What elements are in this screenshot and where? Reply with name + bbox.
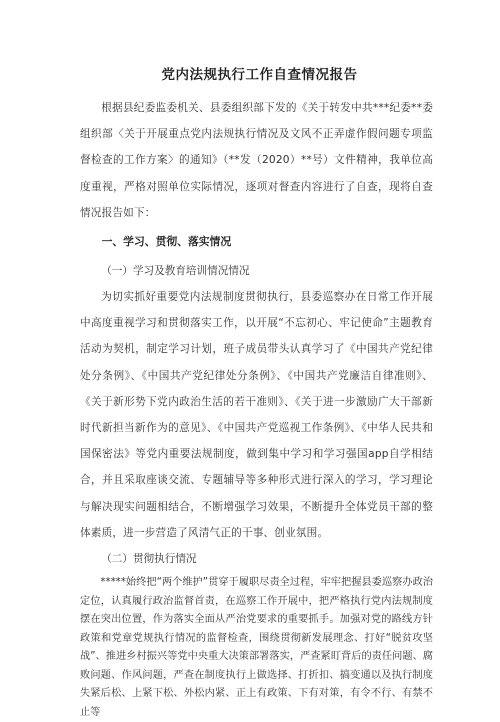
subsection-heading-1: （一）学习及教育培训情况情况 bbox=[101, 265, 250, 278]
section-heading-1: 一、学习、贯彻、落实情况 bbox=[101, 235, 232, 249]
intro-paragraph: 根据县纪委监委机关、县委组织部下发的《关于转发中共***纪委**委组织部〈关于开展重点党内法规执行情况及文风不正弄虚作假问题专项监督检查的工作方案〉的通知》（**发（2020）**号）文件精神，我单位高度重视，严格对照单位实际情况，逐项对督查内容进行了自查，现将自查情况报告如下： bbox=[80, 102, 433, 219]
subsection-2-body: *****始终把“两个维护”贯穿于履职尽责全过程，牢牢把握县委巡察办政治定位，认真履行政治监督首责，在巡察工作开展中，把严格执行党内法规制度摆在突出位置，作为落实全面从严治党要求的重要抓手。加强对党的路线方针政策和党章党规执行情况的监督检查，围绕贯彻新发展理念、打好“脱贫攻坚战”、推进乡村振兴等党中央重大决策部署落实，严查紧盯背后的责任问题、腐败问题、作风问题，严查在制度执行上做选择、打折扣、搞变通以及执行制度失紧后松、上紧下松、外松内紧、正上有政策、下有对策，有令不行、有禁不止等 bbox=[80, 577, 433, 718]
subsection-1-body: 为切实抓好重要党内法规制度贯彻执行，县委巡察办在日常工作开展中高度重视学习和贯彻落实工作，以开展“不忘初心、牢记使命”主题教育活动为契机，制定学习计划，班子成员带头认真学习了《中国共产党纪律处分条例》、《中国共产党纪律处分条例》、《中国共产党廉洁自律准则》、《关于新形势下党内政治生活的若干准则》、《关于进一步激励广大干部新时代新担当新作为的意见》、《中国共产党巡视工作条例》、《中华人民共和国保密法》等党内重要法规制度，做到集中学习和学习强国app自学相结合，并且采取座谈交流、专题辅导等多种形式进行深入的学习，学习理论与解决现实问题相结合，不断增强学习效果，不断提升全体党员干部的整体素质，进一步营造了风清气正的干事、创业氛围。 bbox=[80, 291, 433, 539]
document-title: 党内法规执行工作自查情况报告 bbox=[161, 67, 358, 83]
subsection-heading-2: （二）贯彻执行情况 bbox=[101, 553, 197, 566]
